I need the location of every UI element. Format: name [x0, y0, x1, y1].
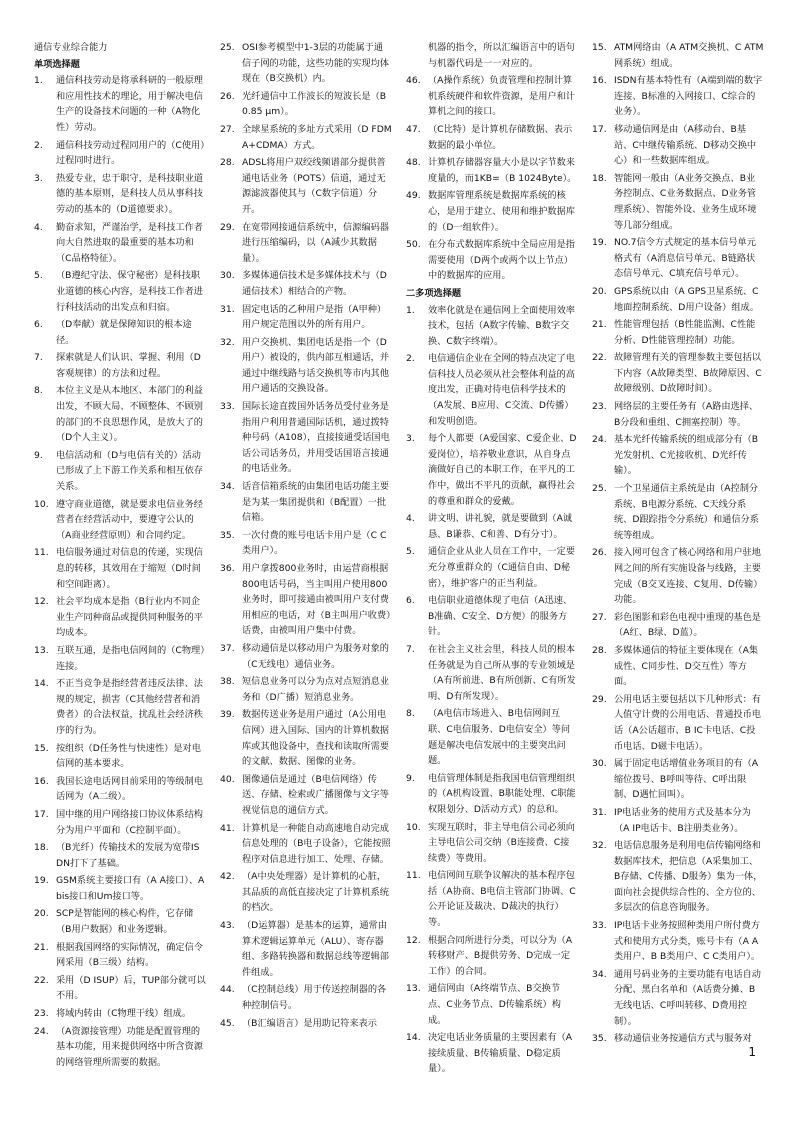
question-text: 将域内转由（C物理干线）组成。	[56, 1008, 192, 1020]
question-text: 电话信息服务是利用电信传输网络和数据库技术，把信息（A采集加工、B存储、C传播、D服务）集为一体，面向社会提供综合性的、全方位的、多层次的信息咨询服务。	[614, 840, 763, 914]
question-number: 9.	[406, 772, 415, 784]
question-number: 24.	[34, 1025, 49, 1037]
question-item	[34, 840, 206, 871]
question-number: 12.	[34, 596, 49, 608]
question-text: 电信活动和（D与电信有关的）活动已形成了上下游工作关系和相互依存关系。	[56, 449, 203, 493]
question-item	[220, 220, 392, 267]
question-text: 移动通信是以移动用户为服务对象的（C无线电）通信业务。	[242, 642, 389, 670]
question-number: 18.	[34, 842, 49, 854]
question-number: 40.	[220, 773, 235, 785]
question-item	[34, 1006, 206, 1022]
question-text: 数据库管理系统是数据库系统的核心，是用于建立、使用和维护数据库的（D一组软件）。	[428, 190, 575, 233]
question-item	[592, 122, 764, 169]
question-text: 实现互联时，非主导电信公司必须向主导电信公司交纳（B连接费、C接续费）等费用。	[428, 821, 575, 864]
question-item	[592, 805, 764, 836]
question-number: 48.	[406, 157, 421, 169]
question-text: （B光纤）传输技术的发展为宽带ISDN打下了基础。	[56, 842, 200, 869]
question-number: 31.	[592, 806, 607, 818]
question-item	[592, 692, 764, 754]
question-number: 44.	[220, 984, 235, 996]
question-number: 15.	[34, 742, 49, 754]
question-text: 按组织（D任务性与快速性）是对电信网的基本要求。	[56, 742, 201, 770]
question-text: （A操作系统）负责管理和控制计算机系统硬件和软件资源，是用户和计算机之间的接口。	[428, 75, 575, 118]
question-number: 28.	[592, 644, 607, 656]
question-item	[220, 641, 392, 672]
question-number: 22.	[34, 974, 49, 986]
question-text: 多媒体通信的特征主要体现在（A集成性、C同步性、D交互性）等方面。	[614, 644, 759, 688]
question-item	[406, 351, 578, 429]
question-number: 39.	[220, 709, 235, 721]
question-item	[406, 155, 578, 186]
question-text: （B汇编语言）是用助记符来表示	[242, 1017, 377, 1029]
question-number: 29.	[220, 221, 235, 233]
question-text: 彩色图影和彩色电视中重现的基色是（A红、B绿、D蓝）。	[614, 611, 761, 639]
question-text: ATM网络由（A ATM交换机、C ATM网系统）组成。	[614, 42, 764, 69]
question-text: 智能网一般由（A业务交换点、B业务控制点、C业务数据点、D业务管理系统）、智能外设、业务生成环境等几部分组成。	[614, 172, 757, 231]
question-text: 效率化就是在通信网上全面使用效率技术，包括（A数字传输、B数字交换、C数字终端）。	[428, 304, 575, 347]
question-number: 32.	[220, 336, 235, 348]
question-item	[406, 868, 578, 930]
question-number: 34.	[220, 481, 235, 493]
question-number: 43.	[220, 920, 235, 932]
question-item	[34, 643, 206, 674]
question-text: 图像通信是通过（B电信网络）传送、存储、检索或广播图像与文字等视觉信息的通信方式。	[242, 773, 389, 816]
question-number: 4.	[406, 513, 415, 525]
question-number: 41.	[220, 822, 235, 834]
question-number: 7.	[406, 643, 415, 655]
question-item	[220, 335, 392, 397]
question-number: 28.	[220, 157, 235, 169]
question-text: 采用（D ISUP）后，TUP部分就可以不用。	[56, 974, 206, 1002]
question-text: 在分布式数据库系统中全局应用是指需要使用（D两个或两个以上节点）中的数据库的应用。	[428, 239, 575, 282]
question-number: 26.	[220, 90, 235, 102]
question-text: （B遵纪守法、保守秘密）是科技职业道德的核心内容，是科技工作者进行科技活动的出发点和归宿。	[56, 270, 203, 313]
question-text: 短信息业务可以分为点对点短消息业务和（D广播）短消息业务。	[242, 676, 389, 703]
question-number: 4.	[34, 221, 43, 233]
question-item	[34, 317, 206, 348]
question-item	[34, 906, 206, 937]
question-item	[406, 933, 578, 980]
question-number: 7.	[34, 352, 43, 364]
question-number: 16.	[592, 75, 607, 87]
question-item	[34, 383, 206, 445]
question-item	[34, 594, 206, 641]
question-text: 用户交换机、集团电话是指一个（D用户）被设的，供内部互相通话，并通过中继线路与话交换机等市内其他用户通话的交换设备。	[242, 336, 389, 395]
question-item	[220, 707, 392, 769]
question-number: 18.	[592, 172, 607, 184]
section-heading: 二多项选择题	[406, 287, 462, 299]
question-number: 32.	[592, 840, 607, 852]
question-text: 话音信箱系统的由集团电话功能主要是为某一集团提供和（B配置）一批信箱。	[242, 481, 389, 524]
question-number: 23.	[592, 401, 607, 413]
question-item	[34, 973, 206, 1004]
question-item	[406, 771, 578, 818]
question-text: 决定电话业务质量的主要因素有（A接续质量、B传输质量、D稳定质量）。	[428, 1032, 573, 1075]
question-text: 根据合同所进行分类，可以分为（A转移财产、B提供劳务、D完成一定工作）的合同。	[428, 934, 573, 977]
question-text: 遵守商业道德，就是要求电信业务经营者在经营活动中，要遵守公认的（A商业经营原则）和合同约定。	[56, 498, 203, 541]
question-item	[34, 940, 206, 971]
question-number: 45.	[220, 1017, 235, 1029]
question-text: 每个人都要（A爱国家、C爱企业、D爱岗位），培养敬业意识，从自身点滴做好自己的本职工作，在平凡的工作中，做出不平凡的贡献，赢得社会的尊重和群众的爱戴。	[428, 433, 577, 507]
question-number: 46.	[406, 75, 421, 87]
question-text: 社会平均成本是指（B行业内不同企业生产同种商品或提供同种服务的平均成本。	[56, 596, 203, 639]
question-text: 一次付费的账号电话卡用户是（C C类用户）。	[242, 529, 387, 557]
question-item	[592, 317, 764, 348]
question-text: 互联互通，是指电信网间的（C物理）连接。	[56, 644, 205, 672]
question-text: IP电话卡业务按照种类用户所付费方式和使用方式分类，账号卡有（A A类用户、B B类用户、C C类用户）。	[614, 920, 761, 963]
question-text: 属于固定电话增值业务项目的有（A缩位拨号、B呼叫等待、C呼出限制、D遇忙回叫）。	[614, 758, 759, 801]
question-text: 机器的指令，所以汇编语言中的语句与机器代码是一一对应的。	[428, 42, 575, 69]
question-number: 38.	[220, 676, 235, 688]
question-item	[592, 40, 764, 71]
question-text: （D运算器）是基本的运算，通常由算术逻辑运算单元（ALU）、寄存器组、多路转换器和数据总线等逻辑部件组成。	[242, 920, 389, 978]
question-text: 数据传送业务是用户通过（A公用电信网）进入国际、国内的计算机数据库或其他设备中，查找和读取所需要的文献、数据、图像的业务。	[242, 709, 389, 768]
question-number: 14.	[34, 678, 49, 690]
question-text: GSM系统主要接口有（A A接口）、Abis接口和Um接口等。	[56, 875, 205, 902]
column-2	[220, 40, 392, 1033]
question-item	[406, 1030, 578, 1077]
question-number: 21.	[34, 941, 49, 953]
question-text: 全球星系统的多址方式采用（D FDMA+CDMA）方式。	[242, 123, 392, 151]
question-item	[220, 268, 392, 299]
question-text: （C比特）是计算机存储数据、表示数据的最小单位。	[428, 123, 573, 151]
question-number: 23.	[34, 1008, 49, 1020]
question-number: 17.	[592, 123, 607, 135]
question-item	[406, 73, 578, 120]
question-item	[220, 561, 392, 639]
question-number: 1.	[406, 304, 415, 316]
question-text: （A中央处理器）是计算机的心脏，其品质的高低直接决定了计算机系统的档次。	[242, 871, 389, 914]
question-item	[592, 73, 764, 120]
question-item	[592, 1031, 764, 1047]
question-item	[34, 807, 206, 838]
question-item	[34, 741, 206, 772]
question-number: 8.	[406, 708, 415, 720]
question-item	[34, 774, 206, 805]
question-text: 通信科技劳动是将承科研的一般原理和应用性技术的理论，用于解决电信生产的设备技术问题的一种（A物化性）劳动。	[56, 75, 203, 133]
question-number: 35.	[592, 1033, 607, 1045]
question-number: 1.	[34, 75, 43, 87]
question-number: 19.	[34, 875, 49, 887]
question-item	[34, 676, 206, 738]
question-item	[220, 982, 392, 1013]
question-item	[220, 869, 392, 916]
question-item	[592, 610, 764, 641]
question-number: 30.	[592, 758, 607, 770]
question-text: 根据我国网络的实际情况，确定信令网采用（B三级）结构。	[56, 941, 203, 969]
question-text: 用户拿拨800业务时，由运营商根据800电话号码，当主叫用户使用800业务时，即可接通由被叫用户支付费用相应的电话，对（B主叫用户收费）话费，由被叫用户集中付费。	[242, 563, 391, 637]
question-number: 42.	[220, 871, 235, 883]
question-text: 移动通信网是由（A移动台、B基站、C中继传输系统、D移动交换中心）和一些数据库组成。	[614, 123, 757, 167]
question-number: 5.	[406, 546, 415, 558]
question-text: ISDN有基本特性有（A端到端的数字连接、B标准的入网接口、C综合的业务）。	[614, 75, 763, 118]
question-item	[220, 772, 392, 819]
question-text: GPS系统以由（A GPS卫星系统、C地面控制系统、D用户设备）组成。	[614, 285, 759, 313]
question-item	[220, 918, 392, 980]
question-item	[220, 89, 392, 120]
question-number: 10.	[34, 498, 49, 510]
question-item	[220, 302, 392, 333]
question-number: 29.	[592, 693, 607, 705]
question-item	[592, 399, 764, 430]
question-number: 6.	[34, 319, 43, 331]
question-number: 50.	[406, 239, 421, 251]
question-number: 11.	[34, 547, 49, 559]
question-number: 20.	[34, 908, 49, 920]
question-number: 26.	[592, 547, 607, 559]
question-item	[592, 235, 764, 282]
question-text: 电信通信企业在全网的特点决定了电信科技人员必须从社会整体利益的高度出发，正确对待电信科学技术的（A发展、B应用、C交流、D传播）和发明创造。	[428, 353, 575, 427]
page-number: 1	[748, 1045, 756, 1059]
question-text: IP电话业务的使用方式及基本分为（A IP电话卡、B注册类业务）。	[614, 806, 751, 834]
question-item	[406, 706, 578, 768]
question-number: 5.	[34, 270, 43, 282]
question-item	[406, 122, 578, 153]
question-item	[220, 155, 392, 217]
question-number: 3.	[34, 172, 43, 184]
question-number: 19.	[592, 237, 607, 249]
question-item	[406, 188, 578, 235]
question-number: 47.	[406, 123, 421, 135]
question-text: 接入网可包含了核心网络和用户驻地网之间的所有实施设备与线路，主要完成（B交叉连接、C复用、D传输）功能。	[614, 547, 763, 606]
question-item	[220, 479, 392, 526]
question-text: 移动通信业务按通信方式与服务对	[614, 1033, 752, 1045]
question-number: 17.	[34, 808, 49, 820]
question-item	[592, 284, 764, 315]
question-text: （C控制总线）用于传送控制器的各种控制信号。	[242, 984, 387, 1012]
question-number: 33.	[592, 920, 607, 932]
question-continuation	[406, 40, 578, 71]
question-text: 国中继的用户网络接口协议体系结构分为用户平面和（C控制平面）。	[56, 808, 203, 836]
question-item	[592, 545, 764, 607]
question-item	[406, 593, 578, 640]
question-item	[34, 73, 206, 135]
question-text: 一个卫星通信主系统是由（A控制分系统、B电源分系统、C天线分系统、D跟踪指令分系统）和通信分系统等组成。	[614, 483, 759, 541]
column-3	[406, 40, 578, 1079]
section-heading: 单项选择题	[34, 58, 80, 70]
question-text: 通信企业从业人员在工作中，一定要充分尊重群众的（C通信自由、D秘密），维护客户的正当利益。	[428, 546, 575, 589]
question-item	[406, 642, 578, 704]
question-item	[592, 918, 764, 965]
question-text: 计算机是一种能自动高速地自动完成信息处理的（B电子设备），它能按照程序对信息进行加工、处理、存储。	[242, 822, 391, 865]
question-number: 2.	[406, 353, 415, 365]
question-text: 计算机存储器容量大小是以字节数来度量的，而1KB=（B 1024Byte）。	[428, 157, 577, 184]
question-text: NO.7信令方式规定的基本信号单元格式有（A消息信号单元、B链路状态信号单元、C填充信号单元）。	[614, 237, 756, 280]
question-number: 20.	[592, 285, 607, 297]
question-number: 15.	[592, 42, 607, 53]
question-number: 33.	[220, 401, 235, 413]
question-number: 3.	[406, 433, 415, 445]
question-number: 2.	[34, 139, 43, 151]
question-item	[34, 497, 206, 544]
question-item	[220, 528, 392, 559]
question-item	[406, 981, 578, 1028]
question-number: 25.	[592, 483, 607, 495]
question-text: 本位主义是从本地区、本部门的利益出发，不顾大局、不顾整体、不顾别的部门的不良思想作风，是放大了的（D个人主义）。	[56, 385, 203, 444]
question-text: 性能管理包括（B性能监测、C性能分析、D性能管理控制）功能。	[614, 319, 756, 346]
question-number: 12.	[406, 934, 421, 946]
question-text: 电信服务通过对信息的传递，实现信息的转移，其效用在于缩短（D时间和空间距离）。	[56, 547, 203, 590]
question-item	[592, 838, 764, 916]
question-text: 讲文明、讲礼貌，就是要做到（A诚恳、B谦恭、C和善、D有分寸）。	[428, 513, 573, 540]
question-item	[592, 171, 764, 233]
question-number: 8.	[34, 385, 43, 397]
question-item	[592, 432, 764, 479]
question-item	[34, 350, 206, 381]
question-number: 13.	[406, 983, 421, 995]
question-item	[220, 40, 392, 87]
question-number: 6.	[406, 595, 415, 607]
question-item	[592, 643, 764, 690]
question-text: SCP是智能网的核心构件，它存储（B用户数据）和业务逻辑。	[56, 908, 194, 936]
question-number: 22.	[592, 352, 607, 364]
question-item	[406, 511, 578, 542]
question-number: 10.	[406, 821, 421, 833]
question-text: 固定电话的乙种用户是指（A甲种）用户规定范围以外的所有用户。	[242, 303, 387, 331]
question-text: 电信网间互联争议解决的基本程序包括（A协商、B电信主管部门协调、C公开论证及裁决、D裁决的执行）等。	[428, 870, 576, 929]
question-text: 勤奋求知，严谨治学，是科技工作者向大自然进取的最重要的基本功和（C品格特征）。	[56, 221, 203, 264]
question-number: 27.	[220, 123, 235, 135]
question-number: 49.	[406, 190, 421, 202]
question-item	[34, 138, 206, 169]
column-4	[592, 40, 764, 1049]
question-text: 探索就是人们认识、掌握、利用（D客观规律）的方法和过程。	[56, 352, 201, 379]
question-item	[406, 544, 578, 591]
question-text: （D奉献）就是保障知识的根本途径。	[56, 319, 192, 346]
question-text: 网络层的主要任务有（A路由选择、B分段和重组、C拥塞控制）等。	[614, 401, 759, 428]
question-text: 通信科技劳动过程同用户的（C使用）过程同时进行。	[56, 139, 205, 167]
question-item	[34, 873, 206, 904]
document-title: 通信专业综合能力	[34, 42, 108, 53]
document-page	[34, 40, 764, 1075]
question-text: OSI参考模型中1-3层的功能属于通信子网的功能，这些功能的实现均体现在（B交换机）内。	[242, 42, 389, 85]
question-text: （A资源接管理）功能是配置管理的基本功能，用来提供网络中所含资源的网络管理所需要的数据。	[56, 1025, 203, 1068]
question-item	[406, 820, 578, 867]
question-text: 电信管理体制是指我国电信管理组织的（A机构设置、B职能处理、C职能权限划分、D活动方式）的总和。	[428, 772, 576, 815]
question-number: 37.	[220, 642, 235, 654]
question-number: 16.	[34, 775, 49, 787]
question-text: 基本光纤传输系统的组成部分有（B光发射机、C光接收机、D光纤传输）。	[614, 434, 759, 477]
question-item	[406, 237, 578, 284]
question-item	[592, 967, 764, 1029]
question-text: 在社会主义社会里，科技人员的根本任务就是为自己所从事的专业领域是（A有所前进、B有所创新、C有所发明、D有所发现）。	[428, 643, 576, 702]
question-number: 24.	[592, 434, 607, 446]
question-item	[406, 431, 578, 509]
question-item	[220, 674, 392, 705]
question-item	[34, 171, 206, 218]
question-text: 多媒体通信技术是多媒体技术与（D通信技术）相结合的产物。	[242, 270, 387, 297]
question-item	[34, 545, 206, 592]
question-item	[592, 481, 764, 543]
question-text: （A电信市场进入、B电信网间互联、C电信服务、D电信安全）等问题是解决电信发展中的主要突出问题。	[428, 708, 571, 767]
question-number: 11.	[406, 870, 421, 882]
question-text: 公用电话主要包括以下几种形式：有人值守计费的公用电话、普通投币电话（A公话超市、B IC卡电话、C投币电话、D磁卡电话）。	[614, 693, 761, 752]
question-number: 13.	[34, 644, 49, 656]
question-item	[220, 821, 392, 868]
question-item	[406, 303, 578, 350]
question-item	[34, 268, 206, 315]
question-text: 电信职业道德体现了电信（A迅速、B准确、C安全、D方便）的服务方针。	[428, 595, 573, 638]
question-number: 36.	[220, 563, 235, 574]
question-text: 不正当竞争是指经营者违反法律、法规的规定，损害（C其他经营者和消费者）的合法权益，扰乱社会经济秩序的行为。	[56, 678, 203, 736]
question-number: 14.	[406, 1032, 421, 1044]
question-number: 25.	[220, 42, 235, 53]
question-text: 光纤通信中工作波长的短波长是（B0.85 μm）。	[242, 90, 387, 118]
question-text: 热爱专业，忠于职守，是科技职业道德的基本原则，是科技人员从事科技劳动的基本的（D道德要求）。	[56, 172, 203, 215]
question-item	[34, 1024, 206, 1071]
question-item	[34, 220, 206, 267]
question-text: 在宽带网接通信系统中，信源编码器进行压缩编码，以（A减少其数据量）。	[242, 221, 389, 264]
question-number: 27.	[592, 611, 607, 623]
question-text: 故障管理有关的管理参数主要包括以下内容（A故障类型、B故障原因、C故障级别、D故障时间）。	[614, 352, 762, 395]
question-text: 通信网由（A终端节点、B交换节点、C业务节点、D传输系统）构成。	[428, 983, 561, 1026]
column-1	[34, 40, 206, 1072]
question-item	[592, 350, 764, 397]
question-item	[34, 448, 206, 495]
question-text: ADSL将用户双绞线频谱部分提供普通电话业务（POTS）信道，通过无源滤波器使其与（C数字信道）分开。	[242, 157, 386, 215]
question-number: 30.	[220, 270, 235, 282]
question-item	[592, 756, 764, 803]
question-number: 9.	[34, 449, 43, 461]
question-number: 31.	[220, 303, 235, 315]
question-text: 通用号码业务的主要功能有电话自动分配、黑白名单和（A话费分摊、B无线电话、C呼叫转移、D费用控制）。	[614, 968, 761, 1027]
question-number: 35.	[220, 529, 235, 541]
question-number: 21.	[592, 319, 607, 331]
question-number: 34.	[592, 968, 607, 980]
question-item	[220, 399, 392, 477]
question-text: 国际长途直拨国外话务员受付业务是指用户利用普通国际话机，通过拨特种号码（A108），直接接通受话国电话公司话务员，并用受话国语言接通的电话业务。	[242, 401, 390, 475]
question-item	[220, 1016, 392, 1032]
question-item	[220, 122, 392, 153]
question-text: 我国长途电话网目前采用的等级制电话网为（A二级）。	[56, 775, 203, 803]
